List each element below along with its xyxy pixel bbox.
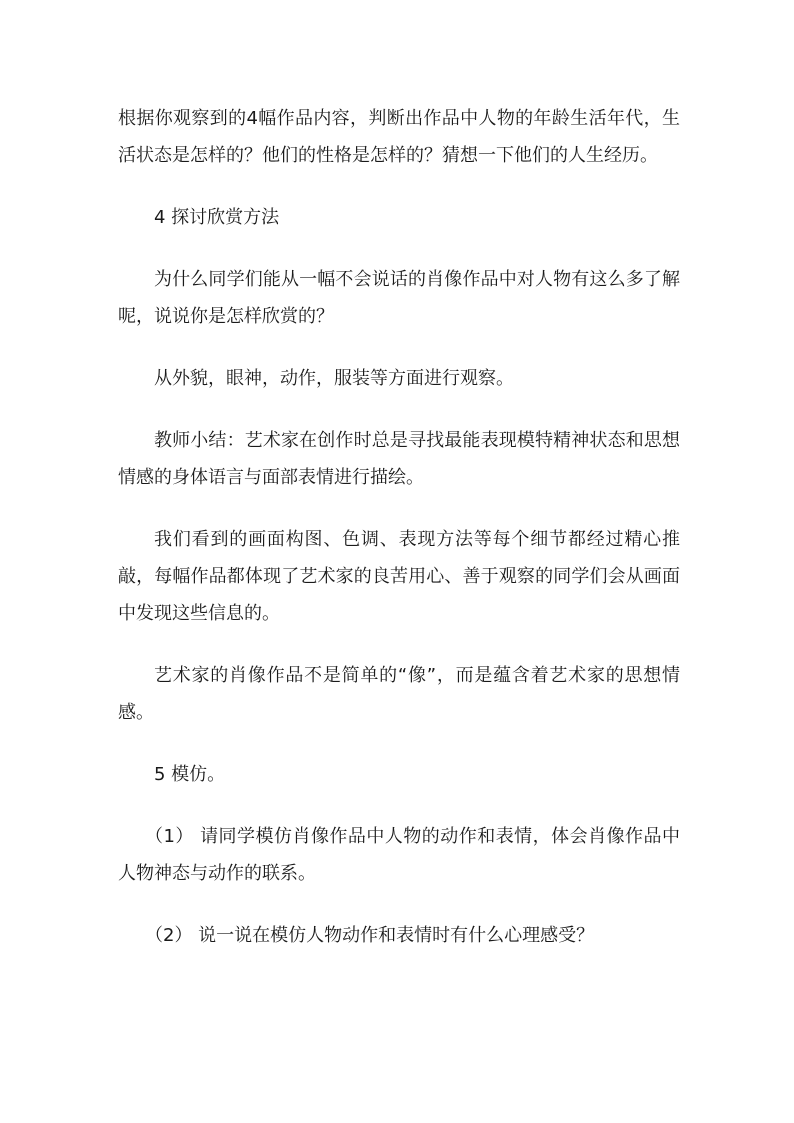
list-item-imitate-actions: （1） 请同学模仿肖像作品中人物的动作和表情，体会肖像作品中人物神态与动作的联系。 bbox=[118, 826, 680, 884]
section-heading-imitation: 5 模仿。 bbox=[154, 764, 226, 785]
paragraph-why-question: 为什么同学们能从一幅不会说话的肖像作品中对人物有这么多了解呢，说说你是怎样欣赏的？ bbox=[118, 269, 680, 327]
paragraph-portrait-meaning: 艺术家的肖像作品不是简单的“像”，而是蕴含着艺术家的思想情感。 bbox=[118, 665, 680, 723]
paragraph-observe-question: 根据你观察到的4幅作品内容，判断出作品中人物的年龄生活年代，生活状态是怎样的？他们的性格是怎样的？猜想一下他们的人生经历。 bbox=[118, 108, 680, 166]
document-body bbox=[118, 100, 680, 979]
list-item-describe-feelings: （2） 说一说在模仿人物动作和表情时有什么心理感受？ bbox=[145, 925, 595, 946]
paragraph-teacher-summary: 教师小结：艺术家在创作时总是寻找最能表现模特精神状态和思想情感的身体语言与面部表情进行描绘。 bbox=[118, 430, 680, 488]
paragraph-observation-aspects: 从外貌，眼神，动作，服装等方面进行观察。 bbox=[154, 368, 514, 389]
paragraph-composition-details: 我们看到的画面构图、色调、表现方法等每个细节都经过精心推敲，每幅作品都体现了艺术家的良苦用心、善于观察的同学们会从画面中发现这些信息的。 bbox=[118, 529, 680, 624]
section-heading-appreciation-methods: 4 探讨欣赏方法 bbox=[154, 207, 280, 228]
